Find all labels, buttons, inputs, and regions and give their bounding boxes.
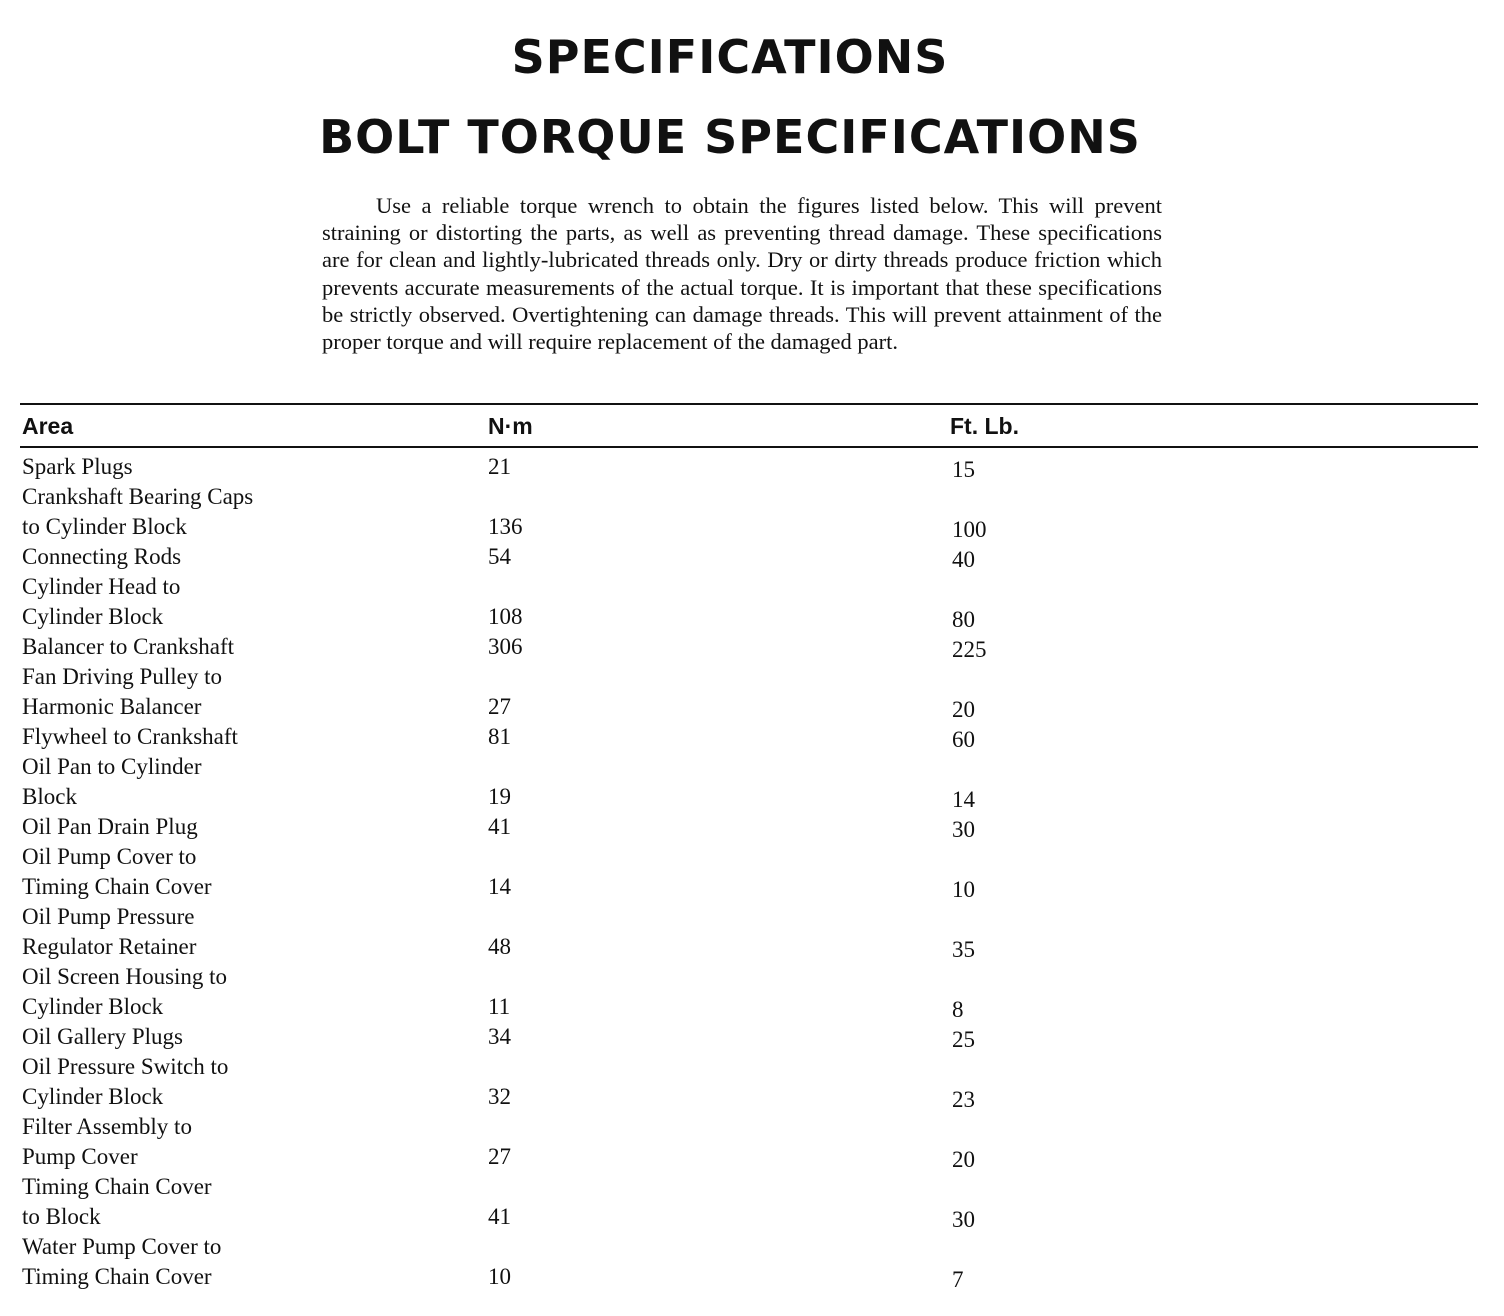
- cell-ftlb: 15: [952, 457, 975, 482]
- cell-area: Oil Screen Housing to: [22, 964, 228, 989]
- cell-area: to Cylinder Block: [22, 514, 187, 539]
- cell-area: Timing Chain Cover: [22, 1174, 212, 1199]
- table-row: [0, 572, 1504, 602]
- cell-nm: 27: [488, 1144, 511, 1169]
- cell-nm: 48: [488, 934, 511, 959]
- table-row: [0, 902, 1504, 932]
- cell-ftlb: 30: [952, 1207, 975, 1232]
- cell-ftlb: 100: [952, 517, 987, 542]
- table-row: [0, 632, 1504, 662]
- section-title: BOLT TORQUE SPECIFICATIONS: [319, 110, 1141, 164]
- cell-area: Cylinder Block: [22, 1084, 164, 1109]
- table-row: [0, 602, 1504, 632]
- cell-area: Crankshaft Bearing Caps: [22, 484, 254, 509]
- cell-ftlb: 25: [952, 1027, 975, 1052]
- table-row: [0, 1172, 1504, 1202]
- cell-ftlb: 225: [952, 637, 987, 662]
- cell-area: Filter Assembly to: [22, 1114, 192, 1139]
- table-top-rule: [20, 403, 1478, 405]
- cell-nm: 108: [488, 604, 523, 629]
- table-row: [0, 1022, 1504, 1052]
- cell-area: Fan Driving Pulley to: [22, 664, 222, 689]
- table-row: [0, 782, 1504, 812]
- cell-area: Regulator Retainer: [22, 934, 197, 959]
- cell-area: Oil Pan Drain Plug: [22, 814, 198, 839]
- cell-area: Oil Gallery Plugs: [22, 1024, 183, 1049]
- cell-area: Cylinder Block: [22, 604, 164, 629]
- table-row: [0, 1082, 1504, 1112]
- cell-nm: 54: [488, 544, 511, 569]
- cell-area: to Block: [22, 1204, 101, 1229]
- cell-area: Block: [22, 784, 77, 809]
- table-row: [0, 1262, 1504, 1292]
- table-header-rule: [20, 446, 1478, 448]
- cell-area: Cylinder Head to: [22, 574, 181, 599]
- table-row: [0, 452, 1504, 482]
- cell-area: Oil Pressure Switch to: [22, 1054, 229, 1079]
- cell-ftlb: 7: [952, 1267, 964, 1292]
- cell-nm: 21: [488, 454, 511, 479]
- column-header-ftlb: Ft. Lb.: [950, 413, 1019, 439]
- cell-area: Spark Plugs: [22, 454, 133, 479]
- cell-nm: 14: [488, 874, 511, 899]
- cell-nm: 306: [488, 634, 523, 659]
- cell-area: Oil Pump Cover to: [22, 844, 197, 869]
- cell-ftlb: 20: [952, 1147, 975, 1172]
- cell-ftlb: 60: [952, 727, 975, 752]
- cell-area: Timing Chain Cover: [22, 874, 212, 899]
- cell-ftlb: 35: [952, 937, 975, 962]
- cell-ftlb: 10: [952, 877, 975, 902]
- table-row: [0, 512, 1504, 542]
- table-row: [0, 1142, 1504, 1172]
- table-row: [0, 1232, 1504, 1262]
- cell-area: Cylinder Block: [22, 994, 164, 1019]
- column-header-area: Area: [22, 413, 74, 439]
- table-row: [0, 542, 1504, 572]
- table-row: [0, 482, 1504, 512]
- cell-nm: 19: [488, 784, 511, 809]
- table-row: [0, 722, 1504, 752]
- torque-table-body: [0, 452, 1504, 1292]
- cell-nm: 41: [488, 814, 511, 839]
- cell-nm: 136: [488, 514, 523, 539]
- cell-area: Oil Pan to Cylinder: [22, 754, 202, 779]
- cell-nm: 34: [488, 1024, 511, 1049]
- cell-area: Pump Cover: [22, 1144, 138, 1169]
- cell-area: Balancer to Crankshaft: [22, 634, 235, 659]
- table-row: [0, 1052, 1504, 1082]
- table-row: [0, 692, 1504, 722]
- cell-nm: 11: [488, 994, 511, 1019]
- intro-paragraph: Use a reliable torque wrench to obtain the figures listed below. This will prevent straining or distorting the parts, as well as preventing thread damage. These specifications are for clean and lightly-lubricated threads only. Dry or dirty threads produce friction which prevents accurate measurements of the actual torque. It is important that these specifications be strictly observed. Overtightening can damage threads. This will prevent attainment of the proper torque and will require replacement of the damaged part.: [322, 193, 1162, 355]
- table-row: [0, 992, 1504, 1022]
- cell-ftlb: 40: [952, 547, 975, 572]
- cell-nm: 32: [488, 1084, 511, 1109]
- cell-area: Flywheel to Crankshaft: [22, 724, 238, 749]
- cell-ftlb: 80: [952, 607, 975, 632]
- cell-ftlb: 23: [952, 1087, 975, 1112]
- table-row: [0, 812, 1504, 842]
- cell-nm: 81: [488, 724, 511, 749]
- cell-area: Water Pump Cover to: [22, 1234, 222, 1259]
- table-row: [0, 662, 1504, 692]
- table-row: [0, 1202, 1504, 1232]
- table-row: [0, 962, 1504, 992]
- cell-ftlb: 30: [952, 817, 975, 842]
- column-header-nm: N·m: [488, 413, 533, 439]
- cell-ftlb: 14: [952, 787, 975, 812]
- cell-nm: 27: [488, 694, 511, 719]
- cell-area: Connecting Rods: [22, 544, 182, 569]
- table-row: [0, 872, 1504, 902]
- table-row: [0, 842, 1504, 872]
- table-row: [0, 932, 1504, 962]
- cell-ftlb: 8: [952, 997, 964, 1022]
- cell-area: Timing Chain Cover: [22, 1264, 212, 1289]
- cell-area: Oil Pump Pressure: [22, 904, 195, 929]
- cell-nm: 10: [488, 1264, 511, 1289]
- cell-ftlb: 20: [952, 697, 975, 722]
- table-row: [0, 1112, 1504, 1142]
- cell-nm: 41: [488, 1204, 511, 1229]
- table-row: [0, 752, 1504, 782]
- cell-area: Harmonic Balancer: [22, 694, 202, 719]
- page-title: SPECIFICATIONS: [511, 30, 949, 84]
